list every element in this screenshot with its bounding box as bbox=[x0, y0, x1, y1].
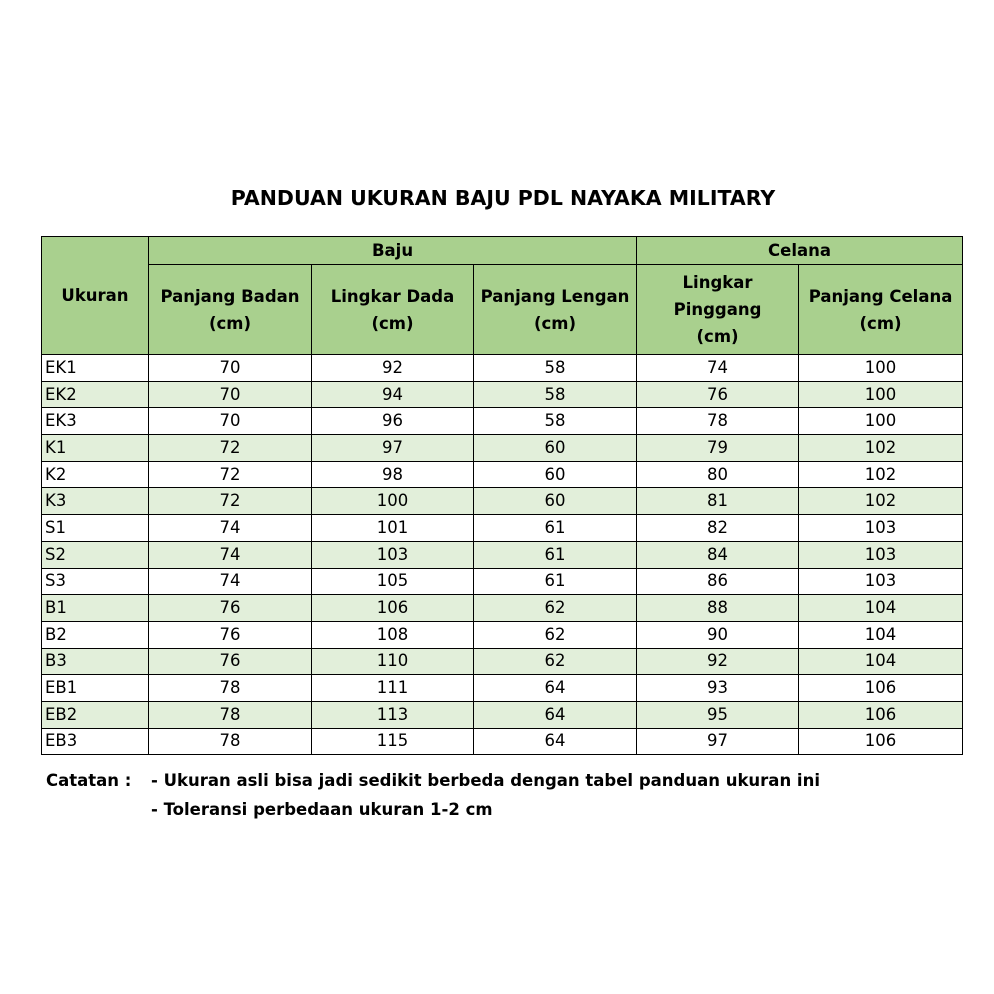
table-cell: 76 bbox=[149, 595, 312, 622]
table-cell: 72 bbox=[149, 435, 312, 462]
table-cell: 62 bbox=[474, 595, 637, 622]
table-cell: 78 bbox=[149, 701, 312, 728]
note-item: - Toleransi perbedaan ukuran 1-2 cm bbox=[151, 800, 493, 819]
table-cell: 76 bbox=[149, 648, 312, 675]
size-label-cell: K1 bbox=[42, 435, 149, 462]
table-cell: 74 bbox=[149, 568, 312, 595]
column-header bbox=[149, 265, 312, 355]
column-header-unit: (cm) bbox=[371, 313, 414, 333]
header-group-baju: Baju bbox=[149, 237, 637, 265]
table-cell: 103 bbox=[312, 541, 474, 568]
table-cell: 76 bbox=[149, 621, 312, 648]
table-cell: 80 bbox=[637, 461, 799, 488]
table-row bbox=[42, 381, 963, 408]
table-cell: 64 bbox=[474, 728, 637, 755]
table-row bbox=[42, 621, 963, 648]
table-cell: 111 bbox=[312, 675, 474, 702]
table-cell: 100 bbox=[312, 488, 474, 515]
table-cell: 102 bbox=[799, 461, 963, 488]
size-label-cell: B2 bbox=[42, 621, 149, 648]
column-header-unit: (cm) bbox=[859, 313, 902, 333]
table-cell: 86 bbox=[637, 568, 799, 595]
table-cell: 104 bbox=[799, 648, 963, 675]
table-cell: 74 bbox=[637, 355, 799, 382]
size-label-cell: S2 bbox=[42, 541, 149, 568]
table-row bbox=[42, 541, 963, 568]
table-cell: 108 bbox=[312, 621, 474, 648]
table-row bbox=[42, 515, 963, 542]
table-row bbox=[42, 701, 963, 728]
table-cell: 92 bbox=[312, 355, 474, 382]
table-row bbox=[42, 728, 963, 755]
table-cell: 101 bbox=[312, 515, 474, 542]
table-cell: 104 bbox=[799, 621, 963, 648]
header-ukuran: Ukuran bbox=[42, 237, 149, 355]
column-header-name: Panjang Celana bbox=[808, 286, 953, 306]
table-cell: 88 bbox=[637, 595, 799, 622]
column-header-name: Panjang Badan bbox=[160, 286, 300, 306]
size-label-cell: K2 bbox=[42, 461, 149, 488]
table-cell: 70 bbox=[149, 381, 312, 408]
table-cell: 72 bbox=[149, 488, 312, 515]
table-row bbox=[42, 408, 963, 435]
table-cell: 79 bbox=[637, 435, 799, 462]
column-header-unit: (cm) bbox=[533, 313, 577, 333]
table-row bbox=[42, 568, 963, 595]
table-cell: 84 bbox=[637, 541, 799, 568]
table-cell: 74 bbox=[149, 541, 312, 568]
table-cell: 70 bbox=[149, 408, 312, 435]
table-cell: 78 bbox=[149, 675, 312, 702]
table-cell: 62 bbox=[474, 648, 637, 675]
table-cell: 93 bbox=[637, 675, 799, 702]
table-row bbox=[42, 461, 963, 488]
table-cell: 103 bbox=[799, 568, 963, 595]
size-chart-table bbox=[41, 236, 963, 755]
table-row bbox=[42, 435, 963, 462]
table-cell: 78 bbox=[149, 728, 312, 755]
size-label-cell: EK2 bbox=[42, 381, 149, 408]
table-cell: 70 bbox=[149, 355, 312, 382]
table-cell: 97 bbox=[637, 728, 799, 755]
table-cell: 102 bbox=[799, 488, 963, 515]
table-row bbox=[42, 648, 963, 675]
table-body bbox=[42, 355, 963, 755]
column-header-name: Lingkar Pinggang bbox=[673, 273, 762, 319]
table-cell: 58 bbox=[474, 381, 637, 408]
column-header-unit: (cm) bbox=[696, 327, 739, 346]
column-header-name: Lingkar Dada bbox=[330, 286, 455, 306]
table-cell: 103 bbox=[799, 515, 963, 542]
size-label-cell: EB3 bbox=[42, 728, 149, 755]
table-cell: 102 bbox=[799, 435, 963, 462]
table-cell: 61 bbox=[474, 515, 637, 542]
table-cell: 94 bbox=[312, 381, 474, 408]
table-cell: 115 bbox=[312, 728, 474, 755]
table-cell: 90 bbox=[637, 621, 799, 648]
size-label-cell: K3 bbox=[42, 488, 149, 515]
table-cell: 82 bbox=[637, 515, 799, 542]
table-cell: 95 bbox=[637, 701, 799, 728]
table-cell: 74 bbox=[149, 515, 312, 542]
table-cell: 103 bbox=[799, 541, 963, 568]
table-cell: 113 bbox=[312, 701, 474, 728]
column-header bbox=[312, 265, 474, 355]
table-cell: 100 bbox=[799, 355, 963, 382]
column-header-name: Panjang Lengan bbox=[480, 286, 630, 306]
table-cell: 60 bbox=[474, 488, 637, 515]
table-cell: 64 bbox=[474, 701, 637, 728]
notes-label: Catatan : bbox=[46, 771, 132, 790]
table-cell: 61 bbox=[474, 568, 637, 595]
table-cell: 58 bbox=[474, 408, 637, 435]
table-cell: 110 bbox=[312, 648, 474, 675]
note-item: - Ukuran asli bisa jadi sedikit berbeda dengan tabel panduan ukuran ini bbox=[151, 771, 820, 790]
size-label-cell: EB2 bbox=[42, 701, 149, 728]
table-cell: 100 bbox=[799, 408, 963, 435]
header-group-celana: Celana bbox=[637, 237, 963, 265]
column-header bbox=[474, 265, 637, 355]
page-title: PANDUAN UKURAN BAJU PDL NAYAKA MILITARY bbox=[230, 186, 776, 210]
table-cell: 104 bbox=[799, 595, 963, 622]
size-label-cell: EK1 bbox=[42, 355, 149, 382]
table-cell: 106 bbox=[312, 595, 474, 622]
table-row bbox=[42, 595, 963, 622]
table-cell: 81 bbox=[637, 488, 799, 515]
table-cell: 62 bbox=[474, 621, 637, 648]
column-header bbox=[637, 265, 799, 355]
table-cell: 72 bbox=[149, 461, 312, 488]
table-cell: 97 bbox=[312, 435, 474, 462]
size-label-cell: B1 bbox=[42, 595, 149, 622]
table-row bbox=[42, 675, 963, 702]
table-cell: 92 bbox=[637, 648, 799, 675]
table-row bbox=[42, 355, 963, 382]
table-cell: 76 bbox=[637, 381, 799, 408]
size-label-cell: S3 bbox=[42, 568, 149, 595]
size-label-cell: EK3 bbox=[42, 408, 149, 435]
table-cell: 106 bbox=[799, 675, 963, 702]
size-label-cell: B3 bbox=[42, 648, 149, 675]
table-cell: 105 bbox=[312, 568, 474, 595]
table-cell: 96 bbox=[312, 408, 474, 435]
table-cell: 106 bbox=[799, 701, 963, 728]
table-cell: 60 bbox=[474, 461, 637, 488]
table-cell: 60 bbox=[474, 435, 637, 462]
table-cell: 106 bbox=[799, 728, 963, 755]
table-cell: 64 bbox=[474, 675, 637, 702]
table-cell: 58 bbox=[474, 355, 637, 382]
table-cell: 100 bbox=[799, 381, 963, 408]
table-row bbox=[42, 488, 963, 515]
column-header-unit: (cm) bbox=[208, 313, 252, 333]
column-header bbox=[799, 265, 963, 355]
table-cell: 61 bbox=[474, 541, 637, 568]
size-label-cell: S1 bbox=[42, 515, 149, 542]
table-cell: 78 bbox=[637, 408, 799, 435]
size-label-cell: EB1 bbox=[42, 675, 149, 702]
table-cell: 98 bbox=[312, 461, 474, 488]
table-header bbox=[42, 237, 963, 355]
subheader-row bbox=[42, 265, 963, 355]
